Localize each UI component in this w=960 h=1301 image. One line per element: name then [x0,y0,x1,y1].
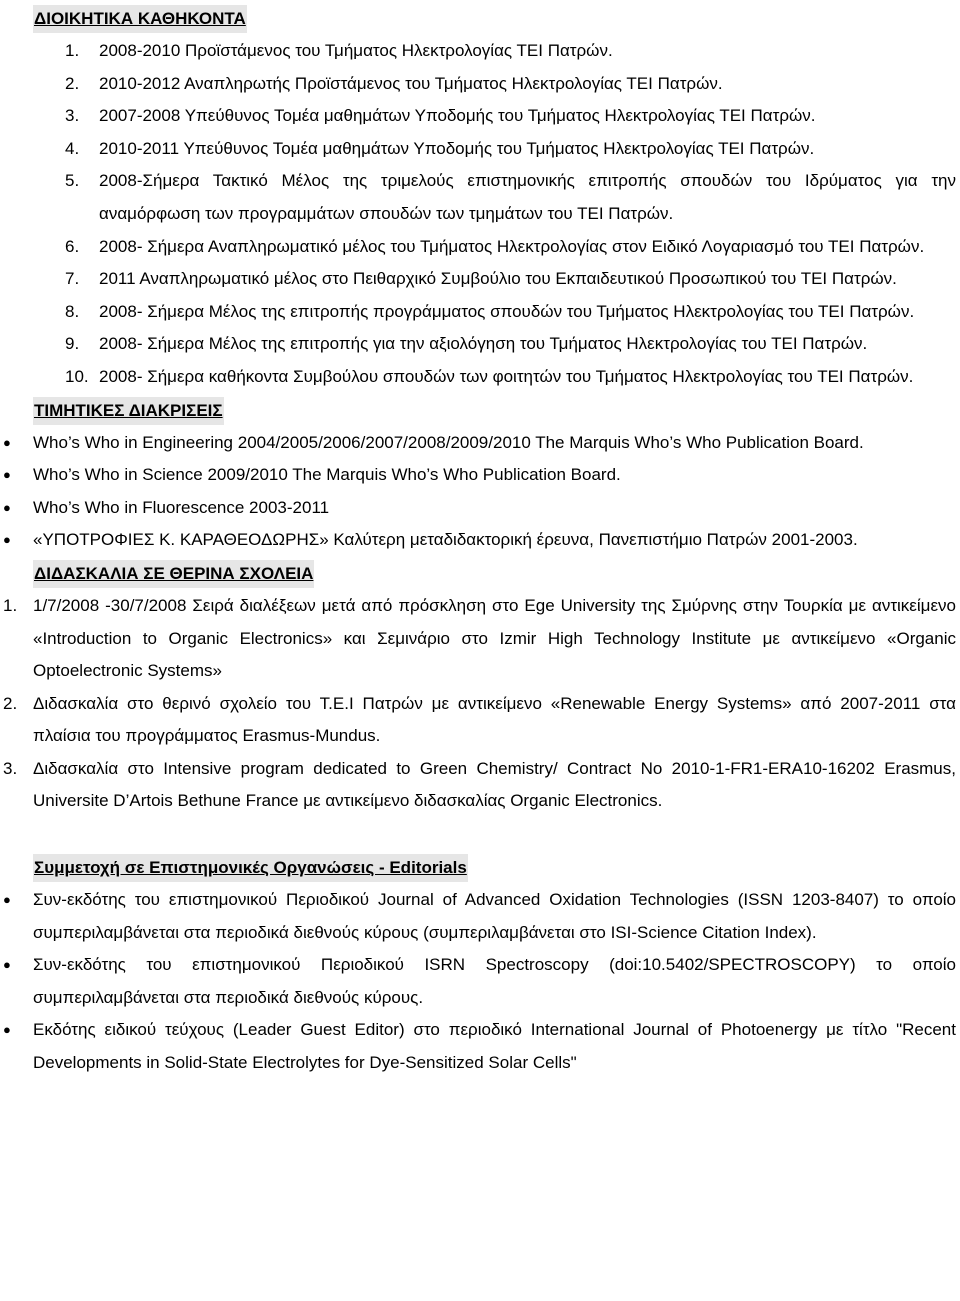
list-item [65,263,956,296]
admin-heading: ΔΙΟΙΚΗΤΙΚΑ ΚΑΘΗΚΟΝΤΑ [33,5,247,33]
item-text: 1/7/2008 -30/7/2008 Σειρά διαλέξεων μετά από πρόσκληση στο Ege University της Σμύρνης στην Τουρκία με αντικείμενο «Introduction to Organic Electronics» και Σεμινάριο στο Izmir High Technology Institute με αντικείμενο «Organic Optoelectronic Systems» [33,595,956,681]
list-item [3,884,956,949]
honors-heading: ΤΙΜΗΤΙΚΕΣ ΔΙΑΚΡΙΣΕΙΣ [33,397,224,425]
editorials-section [33,851,956,884]
item-number: 8. [65,301,80,321]
item-number: 1. [65,41,80,60]
list-item [65,133,956,166]
list-item [65,68,956,101]
bullet-icon: ● [3,467,11,483]
bullet-icon: ● [3,434,11,450]
list-item [3,1014,956,1079]
list-item [3,949,956,1014]
summer-heading: ΔΙΔΑΣΚΑΛΙΑ ΣΕ ΘΕΡΙΝΑ ΣΧΟΛΕΙΑ [33,560,314,588]
list-item [3,753,956,818]
list-item [65,165,956,230]
summer-section [33,557,956,590]
list-item [3,459,956,492]
item-text: 2008-Σήμερα Τακτικό Μέλος της τριμελούς επιστημονικής επιτροπής σπουδών του Ιδρύματος για την αναμόρφωση των προγραμμάτων σπουδών των τμημάτων του ΤΕΙ Πατρών. [99,171,956,223]
summer-list [3,590,956,818]
item-text: Εκδότης ειδικού τεύχους (Leader Guest Editor) στο περιοδικό International Journal of Photoenergy με τίτλο "Recent Developments in Solid-State Electrolytes for Dye-Sensitized Solar Cells" [33,1020,956,1073]
item-text: 2008-2010 Προϊστάμενος του Τμήματος Ηλεκτρολογίας ΤΕΙ Πατρών. [99,41,613,60]
list-item [3,590,956,688]
item-text: Συν-εκδότης του επιστημονικού Περιοδικού Journal of Advanced Oxidation Technologies (ISSN 1203-8407) το οποίο συμπεριλαμβάνεται στα περιοδικά διεθνούς κύρους (συμπεριλαμβάνεται στο ISI-Science Citation Index). [33,890,956,942]
item-number: 7. [65,269,80,289]
list-item [65,231,956,264]
bullet-icon: ● [3,892,11,908]
bullet-icon: ● [3,499,11,515]
item-text: Who’s Who in Fluorescence 2003-2011 [33,497,330,517]
item-text: 2008- Σήμερα καθήκοντα Συμβούλου σπουδών των φοιτητών του Τμήματος Ηλεκτρολογίας του ΤΕΙ Πατρών. [99,366,914,386]
item-number: 3. [65,106,80,126]
item-text: 2010-2012 Αναπληρωτής Προϊστάμενος του Τμήματος Ηλεκτρολογίας ΤΕΙ Πατρών. [99,73,723,93]
editorials-list [3,884,956,1080]
list-item [65,100,956,133]
spacer [33,818,956,851]
list-item [3,427,956,460]
item-text: Who’s Who in Science 2009/2010 The Marquis Who’s Who Publication Board. [33,465,621,485]
item-text: 2007-2008 Υπεύθυνος Τομέα μαθημάτων Υποδομής του Τμήματος Ηλεκτρολογίας ΤΕΙ Πατρών. [99,106,816,126]
list-item [65,328,956,361]
list-item [65,361,956,394]
item-number: 2. [65,73,80,93]
item-text: Who’s Who in Engineering 2004/2005/2006/2007/2008/2009/2010 The Marquis Who’s Who Publication Board. [33,432,864,452]
item-number: 6. [65,236,80,256]
list-item [65,296,956,329]
item-number: 10. [65,366,89,386]
admin-section [33,2,956,35]
item-text: 2008- Σήμερα Αναπληρωματικό μέλος του Τμήματος Ηλεκτρολογίας στον Ειδικό Λογαριασμό του ΤΕΙ Πατρών. [99,236,925,256]
item-text: Διδασκαλία στο Intensive program dedicated to Green Chemistry/ Contract No 2010-1-FR1-ERA10-16202 Erasmus, Universite D’Artois Bethune France με αντικείμενο διδασκαλίας Organic Electronics. [33,758,956,811]
item-text: 2008- Σήμερα Μέλος της επιτροπής για την αξιολόγηση του Τμήματος Ηλεκτρολογίας του ΤΕΙ Πατρών. [99,334,868,354]
admin-list [33,35,956,394]
item-number: 2. [3,693,18,713]
list-item [3,524,956,557]
item-text: Συν-εκδότης του επιστημονικού Περιοδικού ISRN Spectroscopy (doi:10.5402/SPECTROSCOPY) το οποίο συμπεριλαμβάνεται στα περιοδικά διεθνούς κύρους. [33,955,956,1007]
honors-list [3,427,956,557]
item-text: «ΥΠΟΤΡΟΦΙΕΣ Κ. ΚΑΡΑΘΕΟΔΩΡΗΣ» Καλύτερη μεταδιδακτορική έρευνα, Πανεπιστήμιο Πατρών 2001-2003. [33,530,858,550]
item-number: 4. [65,138,80,158]
honors-section [33,394,956,427]
editorials-heading: Συμμετοχή σε Επιστημονικές Οργανώσεις - Editorials [33,854,468,882]
item-number: 9. [65,334,80,354]
item-number: 3. [3,758,18,778]
list-item [3,688,956,753]
item-number: 5. [65,171,80,191]
bullet-icon: ● [3,1022,11,1038]
item-text: 2008- Σήμερα Μέλος της επιτροπής προγράμματος σπουδών του Τμήματος Ηλεκτρολογίας του ΤΕΙ Πατρών. [99,301,915,321]
bullet-icon: ● [3,532,11,548]
list-item [3,492,956,525]
item-number: 1. [3,595,18,615]
item-text: Διδασκαλία στο θερινό σχολείο του Τ.Ε.Ι Πατρών με αντικείμενο «Renewable Energy Systems» από 2007-2011 στα πλαίσια του προγράμματος Erasmus-Mundus. [33,693,956,746]
list-item [65,35,956,68]
item-text: 2011 Αναπληρωματικό μέλος στο Πειθαρχικό Συμβούλιο του Εκπαιδευτικού Προσωπικού του ΤΕΙ Πατρών. [99,269,897,289]
item-text: 2010-2011 Υπεύθυνος Τομέα μαθημάτων Υποδομής του Τμήματος Ηλεκτρολογίας ΤΕΙ Πατρών. [99,138,815,158]
bullet-icon: ● [3,957,11,973]
